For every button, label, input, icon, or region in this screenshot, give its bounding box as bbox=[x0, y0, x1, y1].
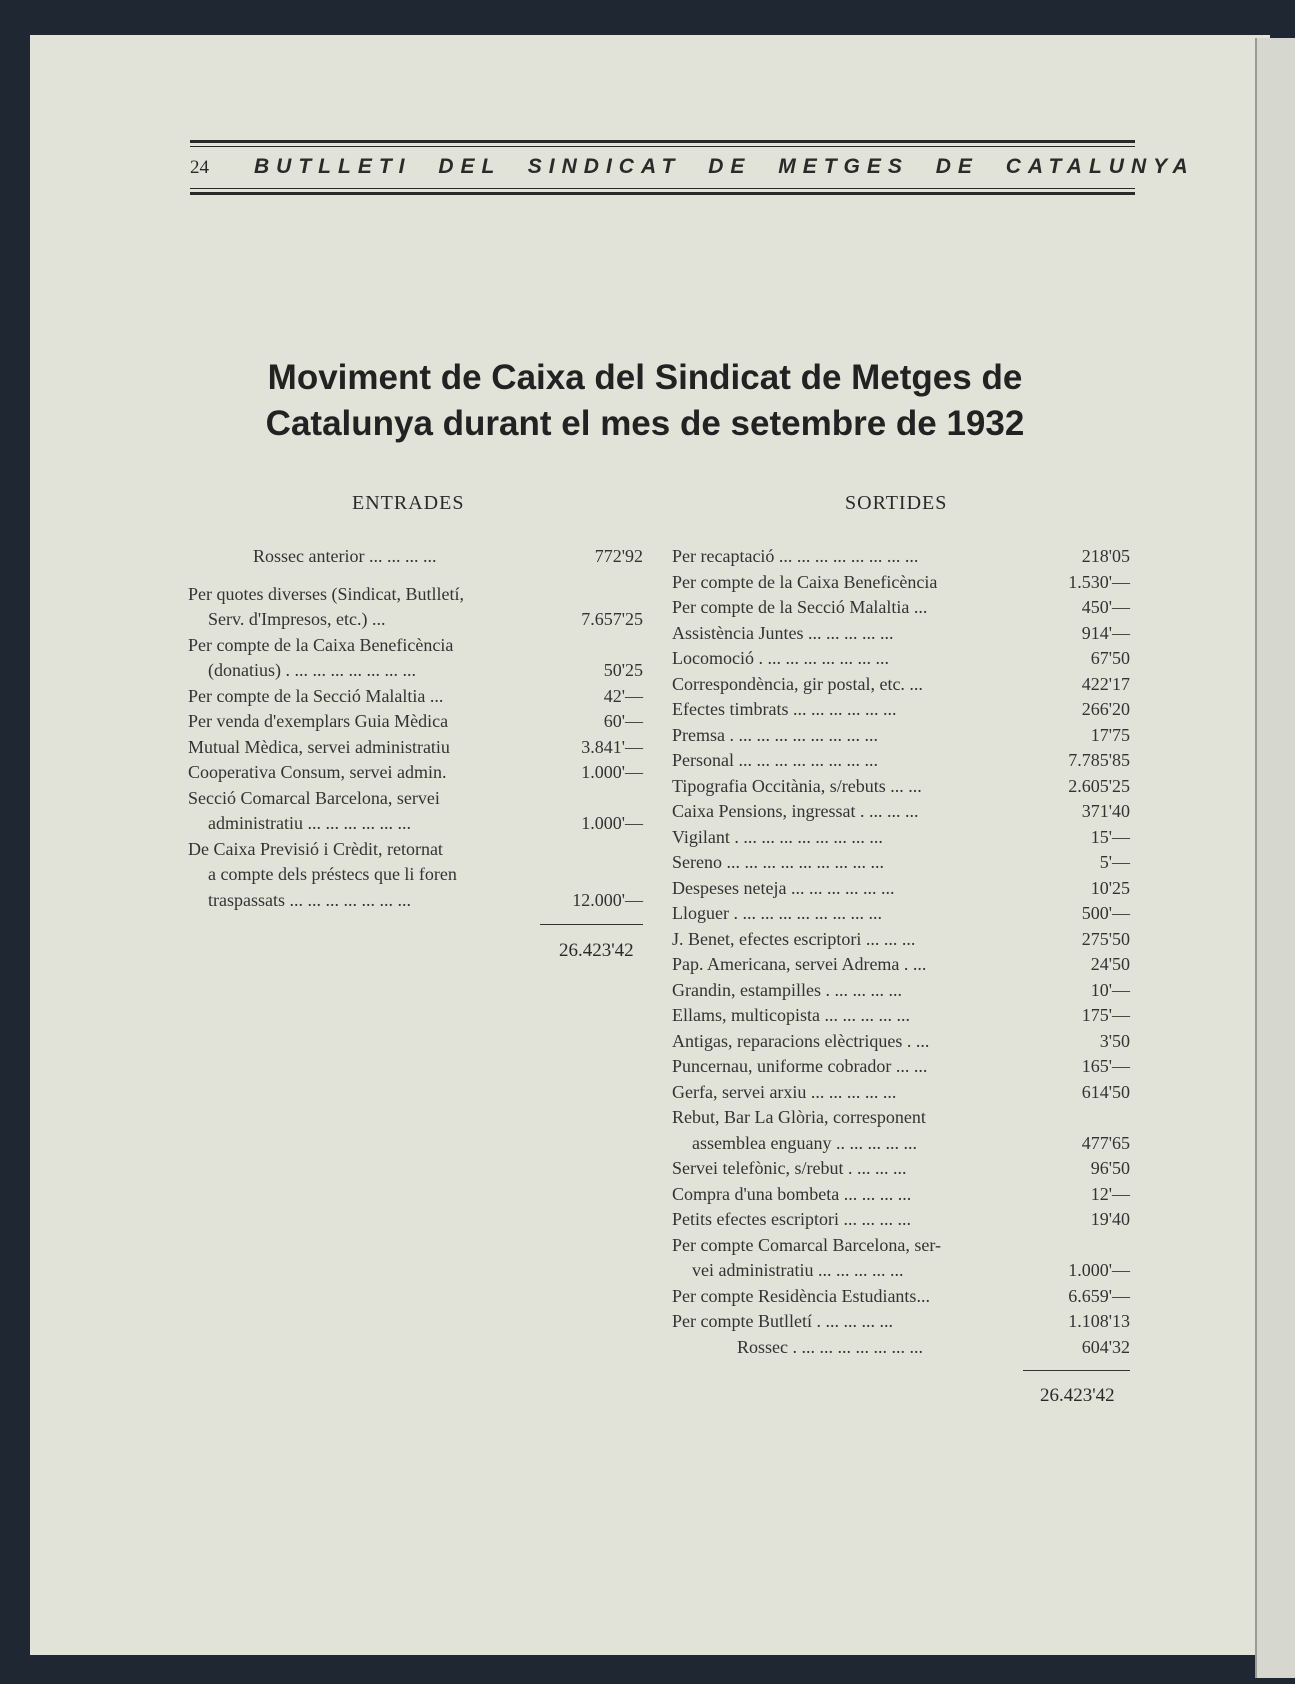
row-amount: 50'25 bbox=[603, 660, 643, 680]
row-label: Puncernau, uniforme cobrador ... ... bbox=[672, 1056, 928, 1076]
row-amount: 6.659'— bbox=[1068, 1285, 1130, 1306]
sortides-total: 26.423'42 bbox=[1040, 1385, 1115, 1406]
row-label: Petits efectes escriptori ... ... ... ... bbox=[672, 1209, 911, 1229]
entrades-heading: ENTRADES bbox=[352, 492, 465, 514]
row-label: Per compte Butlletí . ... ... ... ... bbox=[672, 1311, 893, 1331]
row-amount: 12'— bbox=[1090, 1183, 1130, 1204]
table-row bbox=[188, 735, 643, 761]
table-row bbox=[672, 570, 1130, 596]
table-row bbox=[188, 709, 643, 735]
row-label: (donatius) . ... ... ... ... ... ... ... bbox=[208, 660, 416, 680]
table-row bbox=[672, 927, 1130, 953]
table-row bbox=[672, 1233, 1130, 1259]
table-row bbox=[672, 697, 1130, 723]
article-title-line-1: Moviment de Caixa del Sindicat de Metges de bbox=[267, 358, 1023, 397]
row-label: Correspondència, gir postal, etc. ... bbox=[672, 673, 923, 694]
facing-page-edge bbox=[1255, 38, 1295, 1678]
row-amount: 175'— bbox=[1081, 1005, 1130, 1025]
table-row bbox=[672, 1105, 1130, 1131]
table-row bbox=[672, 1156, 1130, 1182]
row-label: Pap. Americana, servei Adrema . ... bbox=[672, 954, 927, 974]
row-amount: 67'50 bbox=[1090, 648, 1130, 668]
table-row bbox=[188, 544, 643, 570]
article-title bbox=[230, 355, 1060, 447]
row-label: Locomoció . ... ... ... ... ... ... ... bbox=[672, 648, 889, 668]
row-label: Per compte Residència Estudiants... bbox=[672, 1285, 930, 1306]
table-row bbox=[672, 621, 1130, 647]
table-row bbox=[672, 1003, 1130, 1029]
row-amount: 1.000'— bbox=[1068, 1260, 1130, 1280]
row-label: Per compte Comarcal Barcelona, ser- bbox=[672, 1234, 942, 1255]
row-amount: 371'40 bbox=[1081, 801, 1130, 821]
table-row bbox=[672, 952, 1130, 978]
row-amount: 165'— bbox=[1081, 1056, 1130, 1076]
row-amount: 2.605'25 bbox=[1068, 775, 1130, 796]
row-label: Despeses neteja ... ... ... ... ... ... bbox=[672, 877, 895, 898]
row-label: Vigilant . ... ... ... ... ... ... ... ... bbox=[672, 826, 883, 847]
table-row bbox=[672, 723, 1130, 749]
table-row bbox=[672, 1080, 1130, 1106]
row-amount: 5'— bbox=[1099, 852, 1130, 872]
row-amount: 1.000'— bbox=[581, 813, 643, 833]
row-amount: 19'40 bbox=[1090, 1209, 1130, 1229]
row-label: De Caixa Previsió i Crèdit, retornat bbox=[188, 838, 443, 859]
table-row bbox=[672, 1309, 1130, 1335]
row-label: Per compte de la Secció Malaltia ... bbox=[672, 597, 928, 617]
row-label: Sereno ... ... ... ... ... ... ... ... ... bbox=[672, 852, 884, 872]
row-label: Gerfa, servei arxiu ... ... ... ... ... bbox=[672, 1081, 897, 1102]
sortides-list bbox=[672, 544, 1130, 1360]
table-row bbox=[672, 825, 1130, 851]
table-row bbox=[188, 760, 643, 786]
row-amount: 772'92 bbox=[594, 546, 643, 566]
table-row bbox=[672, 1258, 1130, 1284]
row-label: Grandin, estampilles . ... ... ... ... bbox=[672, 979, 902, 1000]
table-row bbox=[672, 1054, 1130, 1080]
entrades-total-rule bbox=[540, 924, 643, 925]
table-row bbox=[672, 595, 1130, 621]
row-amount: 604'32 bbox=[1081, 1336, 1130, 1357]
row-label: Ellams, multicopista ... ... ... ... ... bbox=[672, 1005, 910, 1025]
sortides-total-rule bbox=[1023, 1370, 1130, 1371]
page-number: 24 bbox=[190, 157, 209, 178]
row-label: traspassats ... ... ... ... ... ... ... bbox=[208, 889, 411, 910]
table-row bbox=[188, 582, 643, 608]
article-title-line-2: Catalunya durant el mes de setembre de 1932 bbox=[265, 404, 1025, 443]
table-row bbox=[188, 862, 643, 888]
table-row bbox=[672, 850, 1130, 876]
table-row bbox=[188, 633, 643, 659]
row-label: Per compte de la Caixa Beneficència bbox=[188, 634, 454, 655]
journal-title: BUTLLETI DEL SINDICAT DE METGES DE CATALUNYA bbox=[254, 155, 1195, 178]
sortides-heading: SORTIDES bbox=[845, 492, 948, 514]
row-amount: 422'17 bbox=[1081, 673, 1130, 694]
row-amount: 914'— bbox=[1081, 622, 1130, 643]
row-amount: 1.108'13 bbox=[1068, 1311, 1130, 1331]
row-label: Tipografia Occitània, s/rebuts ... ... bbox=[672, 775, 922, 796]
row-label: J. Benet, efectes escriptori ... ... ... bbox=[672, 928, 916, 949]
row-label: Per compte de la Caixa Beneficència bbox=[672, 571, 938, 592]
row-amount: 17'75 bbox=[1090, 724, 1130, 745]
table-row bbox=[672, 1335, 1130, 1361]
table-row bbox=[672, 901, 1130, 927]
table-row bbox=[188, 888, 643, 914]
row-amount: 614'50 bbox=[1081, 1081, 1130, 1102]
table-row bbox=[672, 544, 1130, 570]
table-row bbox=[672, 672, 1130, 698]
table-row bbox=[672, 978, 1130, 1004]
row-label: Efectes timbrats ... ... ... ... ... ... bbox=[672, 699, 897, 719]
row-amount: 3'50 bbox=[1099, 1030, 1130, 1051]
row-amount: 500'— bbox=[1081, 903, 1130, 923]
running-header bbox=[190, 140, 1195, 196]
row-label: administratiu ... ... ... ... ... ... bbox=[208, 813, 411, 833]
row-amount: 450'— bbox=[1081, 597, 1130, 617]
header-rule-bottom bbox=[190, 192, 1135, 195]
entrades-list bbox=[188, 544, 643, 913]
row-amount: 7.657'25 bbox=[581, 609, 643, 629]
table-row bbox=[188, 684, 643, 710]
row-label: Rossec . ... ... ... ... ... ... ... bbox=[737, 1336, 923, 1357]
row-amount: 477'65 bbox=[1081, 1132, 1130, 1153]
entrades-total: 26.423'42 bbox=[559, 940, 634, 961]
row-label: Rossec anterior ... ... ... ... bbox=[253, 546, 437, 566]
table-row bbox=[188, 811, 643, 837]
row-label: Per recaptació ... ... ... ... ... ... ... ... bbox=[672, 546, 919, 566]
row-label: Premsa . ... ... ... ... ... ... ... ... bbox=[672, 724, 878, 745]
table-row bbox=[672, 1182, 1130, 1208]
table-row bbox=[672, 876, 1130, 902]
table-row bbox=[672, 1284, 1130, 1310]
row-amount: 275'50 bbox=[1081, 928, 1130, 949]
row-amount: 10'25 bbox=[1090, 877, 1130, 898]
row-label: a compte dels préstecs que li foren bbox=[208, 864, 457, 884]
table-row bbox=[672, 774, 1130, 800]
table-row bbox=[188, 607, 643, 633]
row-label: Rebut, Bar La Glòria, corresponent bbox=[672, 1107, 926, 1127]
table-row bbox=[188, 658, 643, 684]
row-label: Compra d'una bombeta ... ... ... ... bbox=[672, 1183, 912, 1204]
row-label: Assistència Juntes ... ... ... ... ... bbox=[672, 622, 894, 643]
header-rule-bottom-thin bbox=[190, 188, 1135, 189]
table-row bbox=[672, 1131, 1130, 1157]
table-row bbox=[672, 799, 1130, 825]
row-label: Per quotes diverses (Sindicat, Butlletí, bbox=[188, 583, 464, 604]
row-amount: 7.785'85 bbox=[1068, 750, 1130, 770]
table-row bbox=[188, 786, 643, 812]
row-label: Servei telefònic, s/rebut . ... ... ... bbox=[672, 1158, 907, 1178]
row-amount: 3.841'— bbox=[581, 736, 643, 757]
row-amount: 96'50 bbox=[1090, 1158, 1130, 1178]
row-amount: 266'20 bbox=[1081, 699, 1130, 719]
row-amount: 24'50 bbox=[1090, 954, 1130, 974]
row-label: Serv. d'Impresos, etc.) ... bbox=[208, 609, 386, 629]
row-amount: 42'— bbox=[603, 685, 643, 706]
row-label: Antigas, reparacions elèctriques . ... bbox=[672, 1030, 930, 1051]
row-amount: 12.000'— bbox=[572, 889, 643, 910]
row-label: Cooperativa Consum, servei admin. bbox=[188, 762, 447, 782]
row-label: Per venda d'exemplars Guia Mèdica bbox=[188, 711, 449, 731]
row-amount: 10'— bbox=[1090, 979, 1130, 1000]
table-row bbox=[672, 748, 1130, 774]
row-label: assemblea enguany .. ... ... ... ... bbox=[692, 1132, 917, 1153]
row-label: Per compte de la Secció Malaltia ... bbox=[188, 685, 444, 706]
header-rule-top-thin bbox=[190, 146, 1135, 147]
table-row bbox=[672, 1207, 1130, 1233]
row-label: Caixa Pensions, ingressat . ... ... ... bbox=[672, 801, 919, 821]
table-row bbox=[672, 646, 1130, 672]
row-amount: 60'— bbox=[603, 711, 643, 731]
row-amount: 1.530'— bbox=[1068, 571, 1130, 592]
row-amount: 218'05 bbox=[1081, 546, 1130, 566]
table-row bbox=[188, 570, 643, 582]
row-amount: 1.000'— bbox=[581, 762, 643, 782]
row-label: Personal ... ... ... ... ... ... ... ... bbox=[672, 750, 878, 770]
row-label: Lloguer . ... ... ... ... ... ... ... ... bbox=[672, 903, 882, 923]
table-row bbox=[188, 837, 643, 863]
row-amount: 15'— bbox=[1090, 826, 1130, 847]
table-row bbox=[672, 1029, 1130, 1055]
row-label: Secció Comarcal Barcelona, servei bbox=[188, 787, 440, 808]
row-label: vei administratiu ... ... ... ... ... bbox=[692, 1260, 904, 1280]
row-label: Mutual Mèdica, servei administratiu bbox=[188, 736, 450, 757]
header-rule-top bbox=[190, 140, 1135, 143]
